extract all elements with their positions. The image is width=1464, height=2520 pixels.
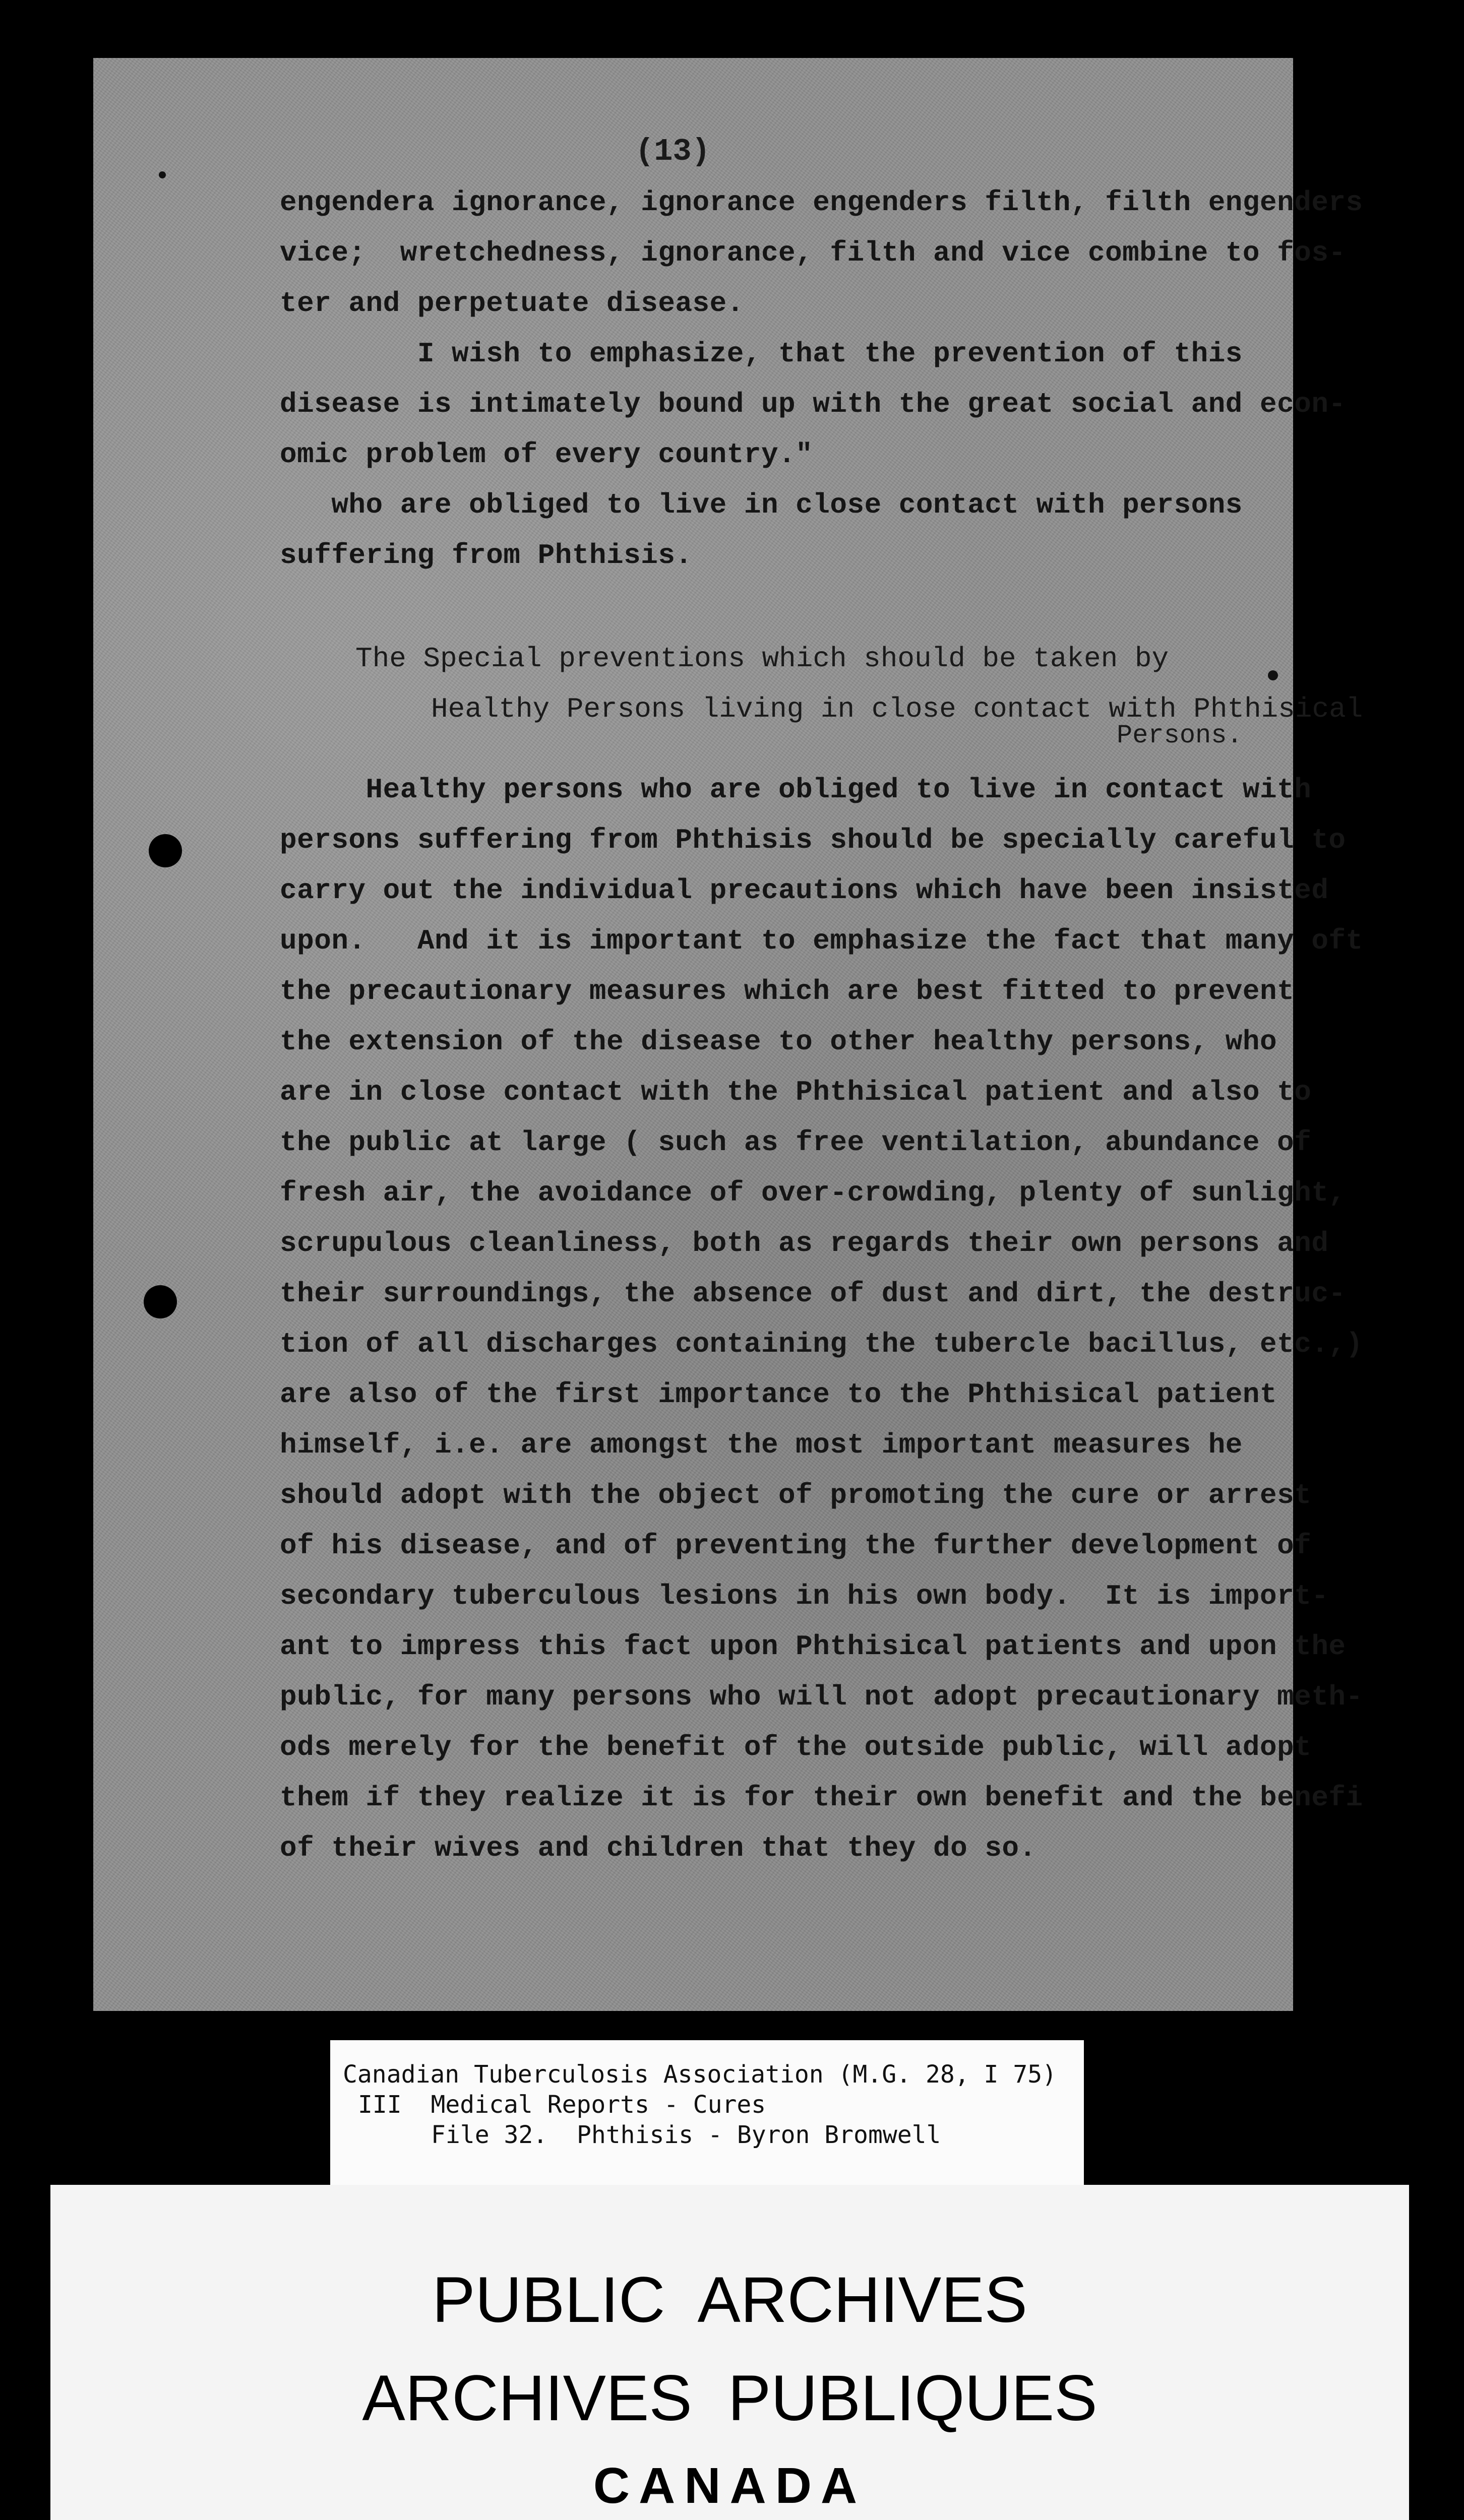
text-line: their surroundings, the absence of dust and dirt, the destruc- <box>280 1278 1346 1310</box>
punch-hole <box>144 1285 177 1318</box>
text-line: suffering from Phthisis. <box>280 539 693 572</box>
ink-mark <box>159 171 166 178</box>
text-line: upon. And it is important to emphasize the fact that many oft <box>280 925 1363 957</box>
text-line: engendera ignorance, ignorance engenders filth, filth engenders <box>280 186 1363 219</box>
text-line: ter and perpetuate disease. <box>280 287 744 320</box>
text-line: ant to impress this fact upon Phthisical patients and upon the <box>280 1630 1346 1663</box>
text-line: the public at large ( such as free ventilation, abundance of <box>280 1126 1312 1159</box>
catalog-line: III Medical Reports - Cures <box>358 2091 766 2119</box>
text-line: tion of all discharges containing the tubercle bacillus, etc.,) <box>280 1328 1363 1360</box>
catalog-line: File 32. Phthisis - Byron Bromwell <box>431 2121 941 2149</box>
text-line: omic problem of every country." <box>280 438 813 471</box>
section-title: Persons. <box>1117 721 1243 750</box>
page-number: (13) <box>635 134 710 169</box>
text-line: them if they realize it is for their own benefit and the benefi <box>280 1782 1363 1814</box>
banner-country: CANADA <box>593 2458 867 2514</box>
text-line: the precautionary measures which are best fitted to prevent <box>280 975 1295 1007</box>
text-line: ods merely for the benefit of the outside public, will adopt <box>280 1731 1312 1763</box>
text-line: of their wives and children that they do so. <box>280 1832 1036 1864</box>
ink-mark <box>1268 670 1278 680</box>
text-line: are also of the first importance to the Phthisical patient <box>280 1378 1277 1411</box>
text-line: carry out the individual precautions which have been insisted <box>280 874 1329 907</box>
text-line: persons suffering from Phthisis should be specially careful to <box>280 824 1346 856</box>
text-line: disease is intimately bound up with the great social and econ- <box>280 388 1346 420</box>
text-line: of his disease, and of preventing the further development of <box>280 1530 1312 1562</box>
archive-stamp-banner <box>50 2185 1409 2520</box>
text-line: secondary tuberculous lesions in his own body. It is import- <box>280 1580 1329 1612</box>
text-line: vice; wretchedness, ignorance, filth and vice combine to fos- <box>280 237 1346 269</box>
text-line: fresh air, the avoidance of over-crowding, plenty of sunlight, <box>280 1177 1346 1209</box>
text-line: himself, i.e. are amongst the most important measures he <box>280 1429 1243 1461</box>
text-line: should adopt with the object of promoting the cure or arrest <box>280 1479 1312 1511</box>
text-line: public, for many persons who will not adopt precautionary meth- <box>280 1681 1363 1713</box>
text-line: I wish to emphasize, that the prevention of this <box>280 338 1243 370</box>
banner-title-fr: ARCHIVES PUBLIQUES <box>362 2362 1097 2434</box>
section-title: The Special preventions which should be taken by <box>355 643 1169 675</box>
catalog-line: Canadian Tuberculosis Association (M.G. 28, I 75) <box>343 2060 1057 2089</box>
scanned-document-page <box>93 58 1363 2011</box>
text-line: who are obliged to live in close contact with persons <box>280 489 1243 521</box>
text-line: the extension of the disease to other healthy persons, who <box>280 1026 1277 1058</box>
text-line: are in close contact with the Phthisical patient and also to <box>280 1076 1312 1108</box>
banner-title-en: PUBLIC ARCHIVES <box>432 2264 1027 2336</box>
text-line: Healthy persons who are obliged to live in contact with <box>280 774 1312 806</box>
punch-hole <box>149 834 182 867</box>
archive-catalog-label <box>330 2040 1084 2186</box>
section-title: Healthy Persons living in close contact with Phthisical <box>431 693 1363 725</box>
text-line: scrupulous cleanliness, both as regards their own persons and <box>280 1227 1329 1259</box>
